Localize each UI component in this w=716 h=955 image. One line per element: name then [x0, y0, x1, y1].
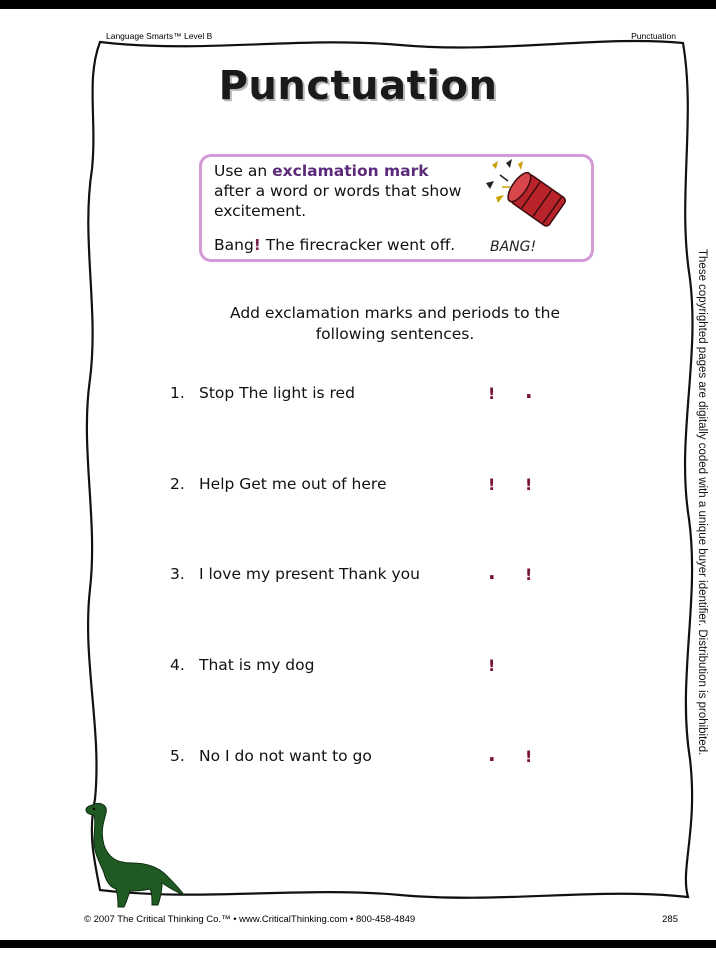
header-topic: Punctuation — [631, 31, 676, 41]
rule-box — [199, 154, 594, 262]
exercise-number: 5. — [170, 747, 185, 765]
firecracker-illustration — [482, 159, 582, 257]
copyright-side-note: These copyrighted pages are digitally coded with a unique buyer identifier. Distribution is prohibited. — [696, 249, 708, 756]
exercise-item — [170, 747, 372, 769]
exercise-item — [170, 384, 355, 406]
page-number: 285 — [662, 914, 678, 925]
rule-rest: after a word or words that show excitement. — [214, 182, 462, 220]
exercise-number: 2. — [170, 475, 185, 493]
rule-example — [214, 236, 455, 254]
rule-term: exclamation mark — [272, 162, 429, 180]
worksheet-page — [0, 9, 716, 940]
period-mark: . — [525, 379, 533, 403]
exclamation-mark: ! — [525, 565, 533, 584]
exercise-sentence: Help Get me out of here — [199, 475, 387, 493]
page-title: Punctuation — [218, 63, 498, 109]
header-series: Language Smarts™ Level B — [106, 31, 213, 41]
exercise-item — [170, 565, 420, 587]
rule-text — [214, 161, 484, 221]
exercise-number: 4. — [170, 656, 185, 674]
instructions: Add exclamation marks and periods to the following sentences. — [230, 304, 560, 343]
exercise-number: 3. — [170, 565, 185, 583]
exercise-number: 1. — [170, 384, 185, 402]
exercise-item — [170, 475, 386, 497]
example-rest: The firecracker went off. — [260, 236, 456, 254]
exercise-sentence: I love my present Thank you — [199, 565, 420, 583]
exclamation-mark: ! — [525, 747, 533, 766]
bottom-black-bar — [0, 940, 716, 948]
exclamation-mark: ! — [525, 475, 533, 494]
exclamation-mark: ! — [488, 384, 496, 403]
period-mark: . — [488, 560, 496, 584]
exercise-sentence: That is my dog — [199, 656, 315, 674]
example-word: Bang — [214, 236, 254, 254]
exercise-sentence: Stop The light is red — [199, 384, 355, 402]
exercise-sentence: No I do not want to go — [199, 747, 372, 765]
period-mark: . — [488, 742, 496, 766]
bang-label: BANG! — [490, 239, 537, 255]
example-mark: ! — [253, 236, 261, 254]
rule-pre: Use an — [214, 162, 273, 180]
dinosaur-illustration — [80, 801, 184, 909]
top-black-bar — [0, 0, 716, 9]
footer-copyright: © 2007 The Critical Thinking Co.™ • www.CriticalThinking.com • 800-458-4849 — [84, 914, 416, 925]
exercise-item — [170, 656, 314, 678]
exclamation-mark: ! — [488, 656, 496, 675]
exclamation-mark: ! — [488, 475, 496, 494]
